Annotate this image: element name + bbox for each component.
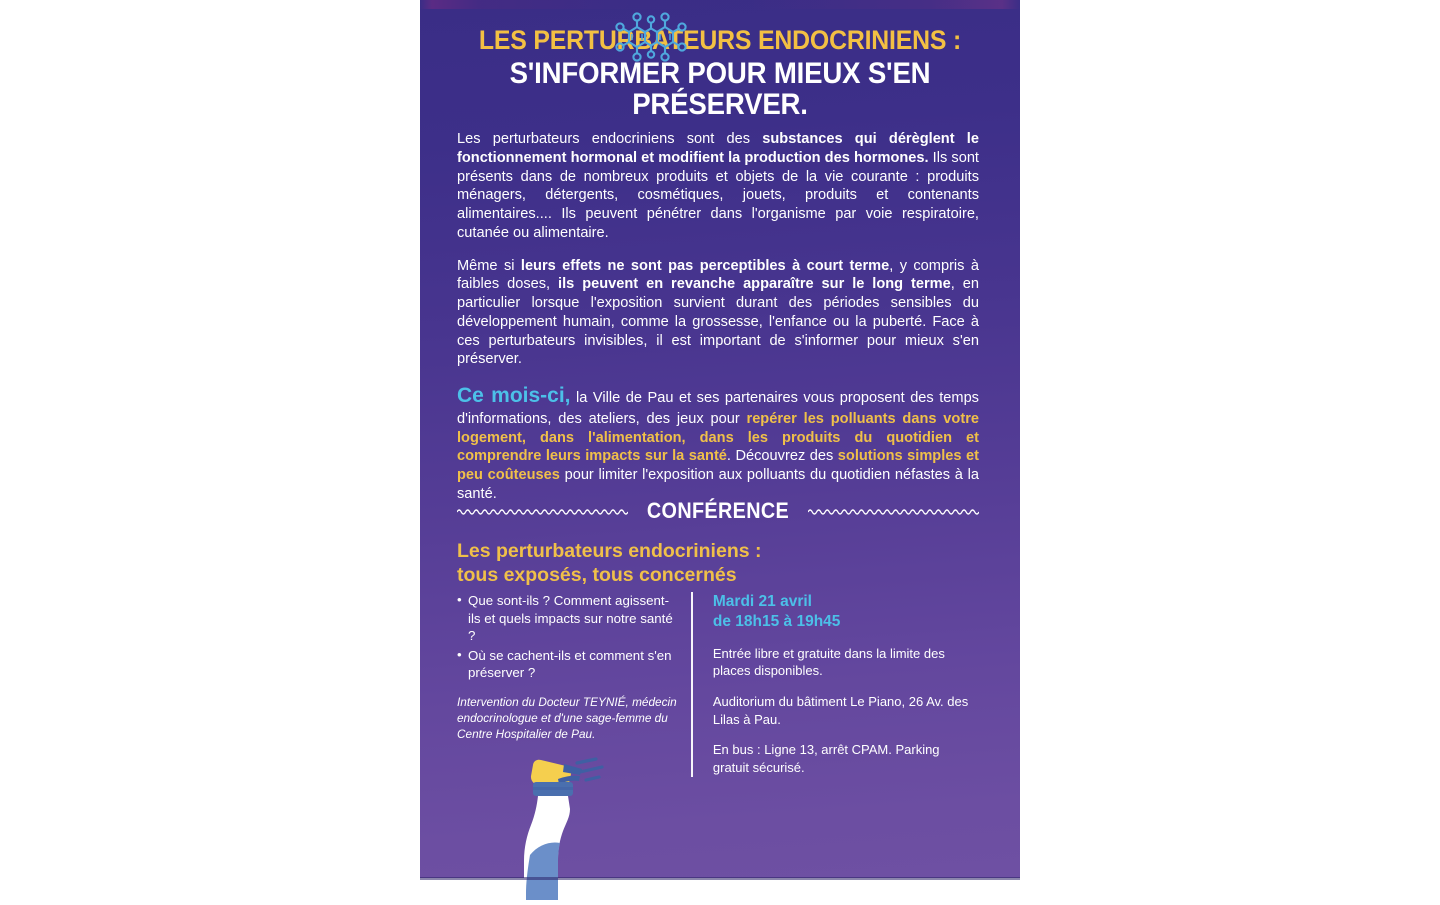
- conference-headline-line-1: Les perturbateurs endocriniens :: [457, 540, 762, 562]
- text-run-bold: leurs effets ne sont pas perceptibles à court terme: [520, 257, 890, 274]
- admission-info: Entrée libre et gratuite dans la limite des places disponibles.: [712, 645, 945, 679]
- intervention-note: Intervention du Docteur TEYNIÉ, médecin endocrinologue et d'une sage-femme du Centre Hospitalier de Pau.: [457, 694, 677, 742]
- paragraph-effects: [457, 257, 979, 370]
- text-run-bold: substances qui dérèglent le fonctionnement hormonal et modifient la production des hormones.: [457, 131, 979, 166]
- conference-questions-column: [457, 592, 691, 777]
- conference-headline-line-2: tous exposés, tous concernés: [457, 563, 737, 586]
- dioxin-molecule-illustration: [612, 10, 690, 70]
- transport-info: En bus : Ligne 13, arrêt CPAM. Parking gratuit sécurisé.: [712, 742, 940, 776]
- text-run-normal: , y compris à faibles doses,: [457, 257, 979, 293]
- body-copy: [457, 130, 979, 504]
- column-divider: [691, 592, 693, 777]
- text-run-normal: la Ville de Pau et ses partenaires vous proposent des temps d'informations, des ateliers, des jeux pour: [457, 390, 979, 427]
- text-run-normal: , en particulier lorsque l'exposition survient durant des périodes sensibles du développement humain, comme la grossesse, l'enfance ou la puberté. Face à ces perturbateurs invisibles, il est important de s'informer pour mieux s'en préserver.: [457, 276, 979, 368]
- top-edge-glow: [420, 0, 1020, 9]
- text-run-normal: Les perturbateurs endocriniens sont des: [457, 131, 763, 147]
- text-run-gold: repérer les polluants dans votre logement, dans l'alimentation, dans les produits du quotidien et comprendre leurs impacts sur la santé: [457, 410, 979, 465]
- text-run-cyan: Ce mois-ci,: [457, 384, 571, 407]
- paragraph-this-month: [457, 383, 979, 504]
- event-date: Mardi 21 avril: [712, 593, 812, 610]
- question-item: • Que sont-ils ? Comment agissent-ils et quels impacts sur notre santé ?: [457, 592, 677, 645]
- wavy-rule-left-icon: [457, 507, 628, 516]
- title-line-1: LES PERTURBATEURS ENDOCRINIENS :: [478, 25, 962, 55]
- question-item: • Où se cachent-ils et comment s'en préserver ?: [457, 647, 677, 682]
- wavy-rule-right-icon: [808, 507, 979, 516]
- venue-info: Auditorium du bâtiment Le Piano, 26 Av. des Lilas à Pau.: [712, 694, 969, 727]
- poster-panel: [420, 0, 1020, 878]
- text-run-normal: pour limiter l'exposition aux polluants du quotidien néfastes à la santé.: [457, 467, 979, 502]
- conference-section-label: CONFÉRENCE: [646, 498, 790, 523]
- conference-practical-column: [713, 592, 979, 777]
- conference-headline: [457, 540, 877, 588]
- title-line-2: S'INFORMER POUR MIEUX S'EN PRÉSERVER.: [509, 56, 931, 122]
- paragraph-intro: [457, 130, 979, 243]
- text-run-bold: ils peuvent en revanche apparaître sur le long terme: [558, 276, 951, 293]
- event-datetime: [713, 592, 979, 632]
- question-list: [457, 592, 677, 682]
- poster-bottom-edge: [420, 877, 1020, 880]
- text-run-gold: solutions simples et peu coûteuses: [457, 448, 979, 484]
- conference-divider-row: [457, 498, 979, 524]
- conference-details: [457, 592, 979, 777]
- poster-title: [420, 26, 1020, 121]
- event-time: de 18h15 à 19h45: [712, 612, 841, 630]
- text-run-normal: . Découvrez des: [726, 448, 838, 465]
- text-run-normal: Même si: [457, 257, 521, 274]
- text-run-normal: Ils sont présents dans de nombreux produits et objets de la vie courante : produits ménagers, détergents, cosmétiques, jouets, produits et contenants alimentaires.... Ils peuvent pénétrer dans l'organisme par voie respiratoire, cutanée ou alimentaire.: [457, 149, 979, 241]
